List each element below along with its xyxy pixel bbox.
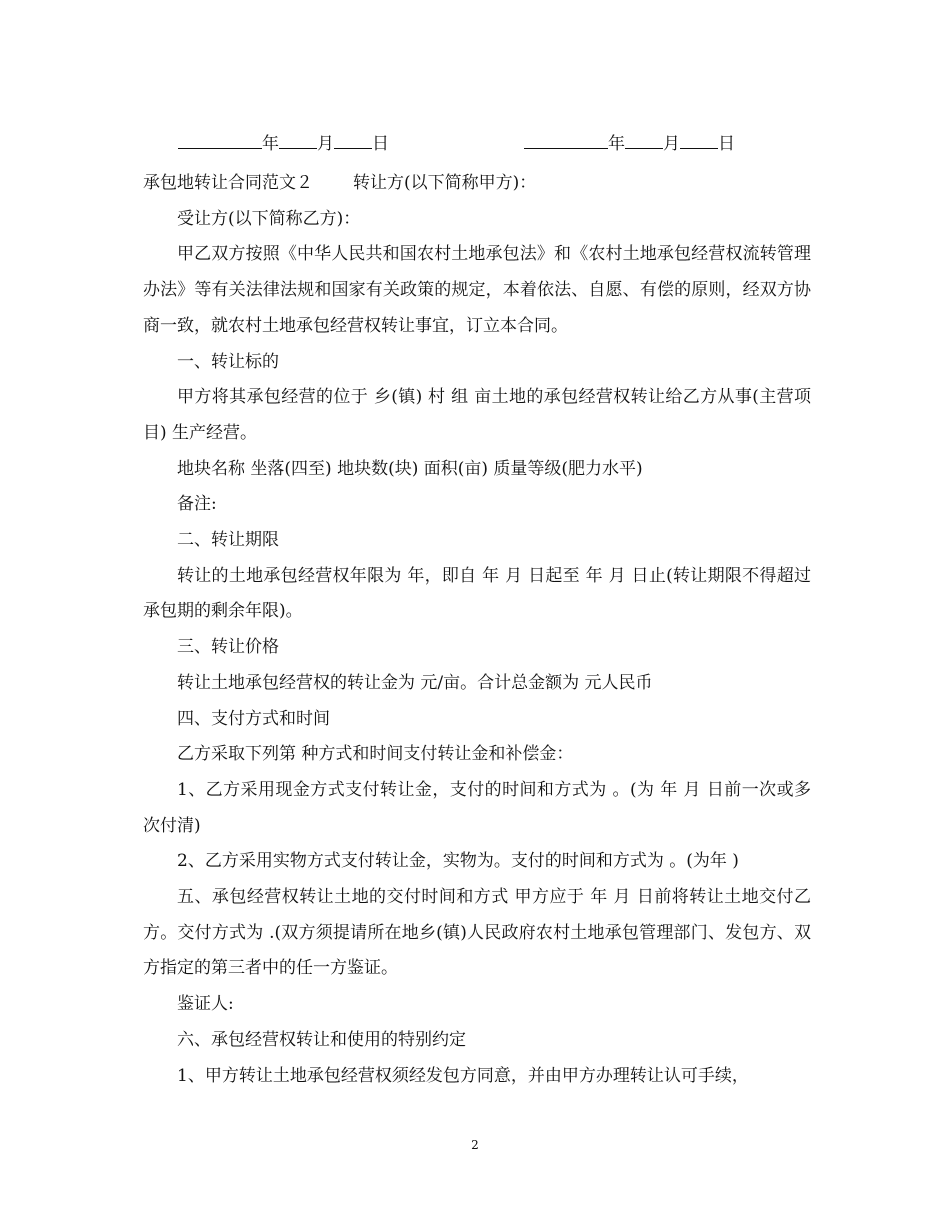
paragraph: 2、乙方采用实物方式支付转让金，实物为。支付的时间和方式为 。(为年 ) xyxy=(177,851,739,872)
paragraph: 受让方(以下简称乙方)： xyxy=(177,208,361,229)
signature-date-right xyxy=(524,131,735,155)
month-label: 月 xyxy=(663,134,680,154)
day-label: 日 xyxy=(372,134,389,154)
section-heading: 六、承包经营权转让和使用的特别约定 xyxy=(177,1029,466,1050)
paragraph: 备注: xyxy=(177,494,217,515)
year-label: 年 xyxy=(608,134,625,154)
contract-body xyxy=(143,166,811,1094)
section-heading: 二、转让期限 xyxy=(177,530,279,551)
paragraph: 转让的土地承包经营权年限为 年，即自 年 月 日起至 年 月 日止(转让期限不得超过承包期的剩余年限)。 xyxy=(143,565,811,622)
year-label: 年 xyxy=(262,134,279,154)
section-heading: 五、承包经营权转让土地的交付时间和方式 甲方应于 年 月 日前将转让土地交付乙方。交付方式为 .(双方须提请所在地乡(镇)人民政府农村土地承包管理部门、发包方、双方指定的第三者中的任一方鉴证。 xyxy=(143,887,811,979)
month-label: 月 xyxy=(317,134,334,154)
paragraph: 甲乙双方按照《中华人民共和国农村土地承包法》和《农村土地承包经营权流转管理办法》等有关法律法规和国家有关政策的规定，本着依法、自愿、有偿的原则，经双方协商一致，就农村土地承包经营权转让事宜，订立本合同。 xyxy=(143,244,811,336)
section-heading: 四、支付方式和时间 xyxy=(177,708,330,729)
year-blank xyxy=(524,131,608,149)
year-blank xyxy=(178,131,262,149)
paragraph: 地块名称 坐落(四至) 地块数(块) 面积(亩) 质量等级(肥力水平) xyxy=(177,458,643,479)
paragraph: 甲方将其承包经营的位于 乡(镇) 村 组 亩土地的承包经营权转让给乙方从事(主营项目) 生产经营。 xyxy=(143,387,811,443)
month-blank xyxy=(279,131,317,149)
paragraph: 1、甲方转让土地承包经营权须经发包方同意，并由甲方办理转让认可手续， xyxy=(177,1065,749,1086)
day-label: 日 xyxy=(718,134,735,154)
signature-date-left xyxy=(178,131,389,155)
paragraph: 1、乙方采用现金方式支付转让金，支付的时间和方式为 。(为 年 月 日前一次或多次付清) xyxy=(143,779,811,836)
paragraph: 鉴证人: xyxy=(177,994,234,1015)
section-heading: 一、转让标的 xyxy=(177,351,279,372)
month-blank xyxy=(625,131,663,149)
day-blank xyxy=(680,131,718,149)
title-line xyxy=(143,166,811,202)
section-heading: 三、转让价格 xyxy=(177,637,279,658)
page-number: 2 xyxy=(471,1138,479,1152)
transferor-label: 转让方(以下简称甲方)： xyxy=(353,173,537,193)
paragraph: 转让土地承包经营权的转让金为 元/亩。合计总金额为 元人民币 xyxy=(177,672,653,693)
paragraph: 乙方采取下列第 种方式和时间支付转让金和补偿金： xyxy=(177,744,574,765)
document-title: 承包地转让合同范文２ xyxy=(143,173,313,193)
day-blank xyxy=(334,131,372,149)
